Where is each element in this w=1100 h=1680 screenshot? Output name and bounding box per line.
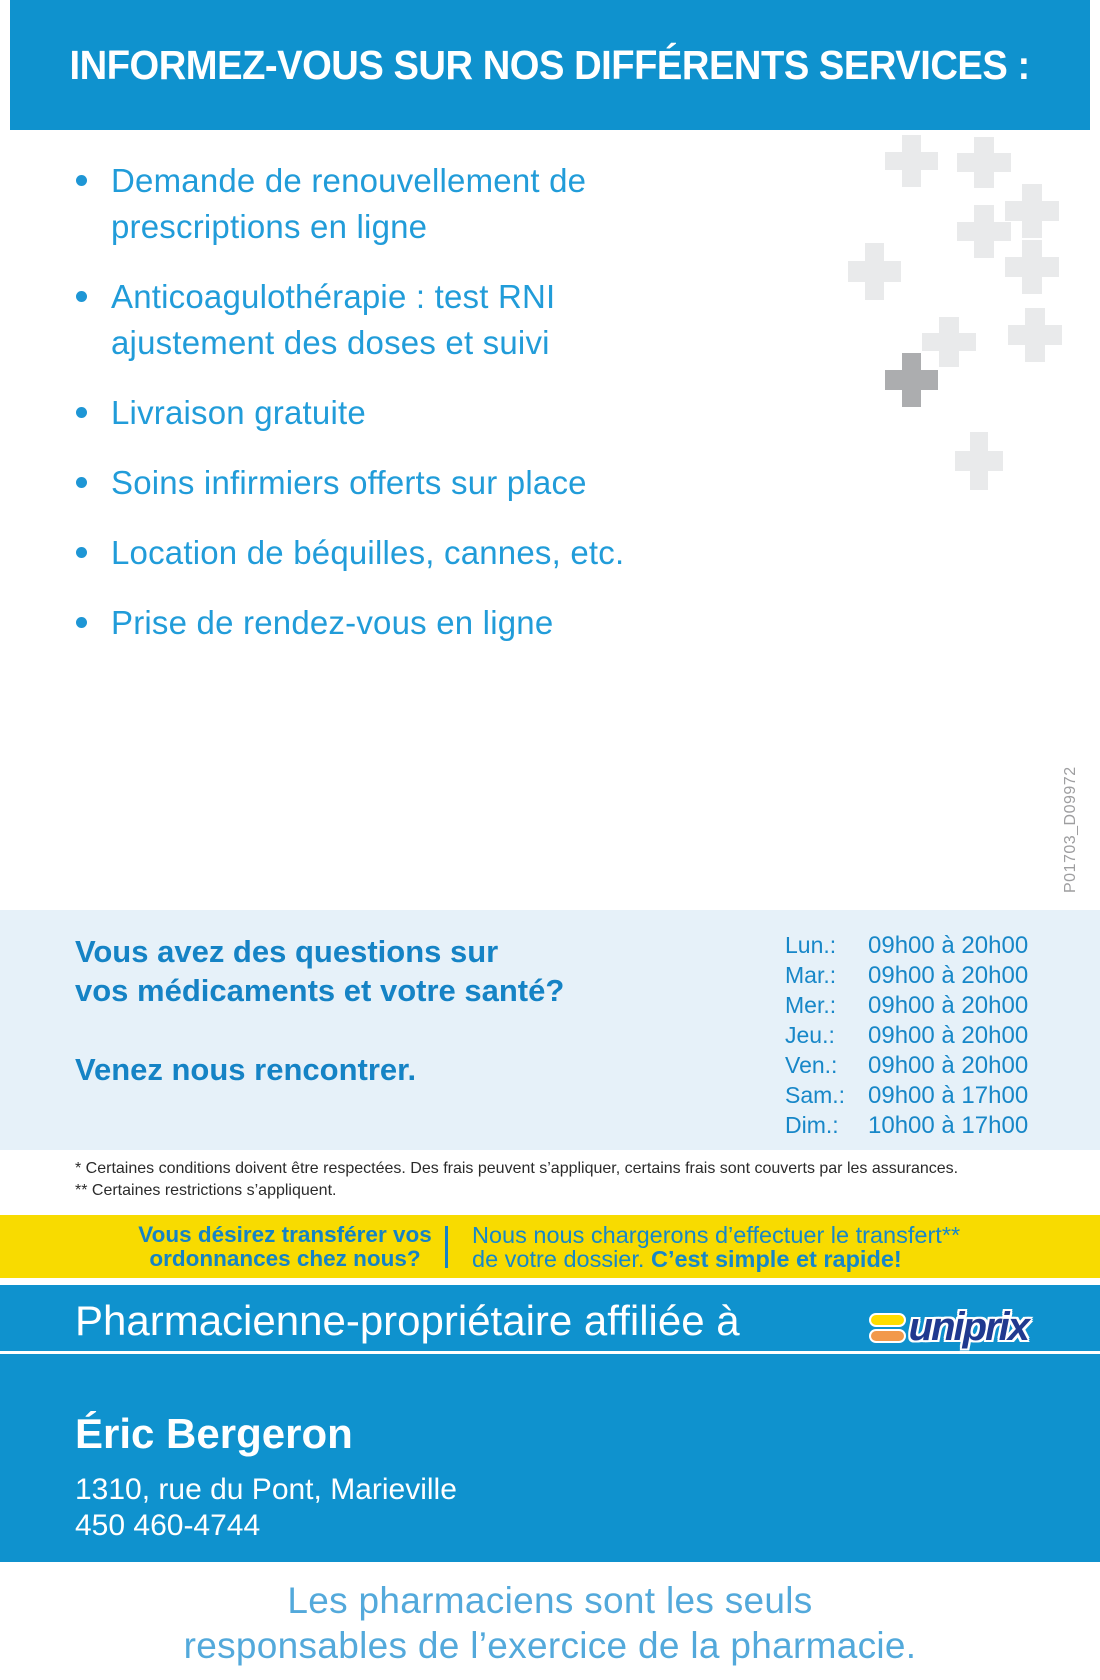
uniprix-logo-icon (869, 1312, 906, 1344)
plus-icon (955, 432, 1003, 490)
service-item: Anticoagulothérapie : test RNI ajustement des doses et suivi (73, 274, 673, 366)
hours-time: 10h00 à 17h00 (868, 1112, 1029, 1139)
opening-hours (785, 930, 1028, 1140)
transfer-question-line1: Vous désirez transférer vos (138, 1222, 432, 1247)
footnote-1: * Certaines conditions doivent être respectées. Des frais peuvent s’appliquer, certains frais sont couverts par les assurances. (75, 1160, 959, 1177)
hours-day: Dim.: (785, 1112, 839, 1138)
legal-line1: Les pharmaciens sont les seuls (287, 1580, 813, 1621)
transfer-answer (472, 1223, 960, 1271)
info-section (0, 910, 1100, 1150)
hours-row (785, 1080, 1028, 1110)
plus-icon (1008, 308, 1062, 362)
service-item: Demande de renouvellement de prescriptions en ligne (73, 158, 673, 250)
owner-address: 1310, rue du Pont, Marieville (75, 1473, 457, 1506)
plus-icon (885, 135, 938, 187)
hours-row (785, 1050, 1028, 1080)
hours-row (785, 930, 1028, 960)
hours-time: 09h00 à 20h00 (868, 962, 1029, 989)
questions-heading (75, 932, 564, 1010)
owner-phone: 450 460-4744 (75, 1509, 261, 1542)
transfer-answer-line2 (472, 1247, 960, 1271)
service-item: Prise de rendez-vous en ligne (73, 600, 673, 646)
vertical-divider (445, 1226, 448, 1268)
hours-day: Mar.: (785, 962, 837, 988)
questions-line1: Vous avez des questions sur (75, 934, 499, 969)
affiliation-label: Pharmacienne-propriétaire affiliée à (75, 1297, 740, 1344)
affiliation-band (0, 1285, 1100, 1562)
plus-icon (848, 243, 901, 300)
hours-time: 09h00 à 20h00 (868, 992, 1029, 1019)
meet-us-text: Venez nous rencontrer. (75, 1052, 417, 1087)
transfer-answer-line1: Nous nous chargerons d’effectuer le transfert** (472, 1222, 961, 1248)
questions-line2: vos médicaments et votre santé? (75, 973, 565, 1008)
hours-day: Lun.: (785, 932, 837, 958)
hours-day: Jeu.: (785, 1022, 835, 1048)
footnote-2: ** Certaines restrictions s’appliquent. (75, 1182, 337, 1199)
hours-time: 09h00 à 17h00 (868, 1082, 1029, 1109)
transfer-banner (0, 1215, 1100, 1278)
hours-day: Ven.: (785, 1052, 838, 1078)
legal-line2: responsables de l’exercice de la pharmacie. (183, 1625, 917, 1666)
hours-day: Sam.: (785, 1082, 846, 1108)
page-title: INFORMEZ-VOUS SUR NOS DIFFÉRENTS SERVICES : (69, 41, 1030, 88)
plus-icon (1005, 240, 1059, 294)
hours-row (785, 960, 1028, 990)
hours-row (785, 1020, 1028, 1050)
transfer-answer-normal: de votre dossier. (472, 1246, 651, 1272)
service-item: Soins infirmiers offerts sur place (73, 460, 673, 506)
hours-row (785, 1110, 1028, 1140)
services-list (73, 158, 713, 670)
plus-icon (957, 137, 1011, 188)
plus-icon (957, 205, 1011, 258)
hours-time: 09h00 à 20h00 (868, 932, 1029, 959)
legal-footer (0, 1578, 1100, 1668)
uniprix-wordmark: uniprix (908, 1305, 1028, 1349)
transfer-question-line2: ordonnances chez nous? (149, 1246, 421, 1271)
divider-line (0, 1351, 1100, 1354)
hours-time: 09h00 à 20h00 (868, 1022, 1029, 1049)
service-item: Location de béquilles, cannes, etc. (73, 530, 673, 576)
print-code: P01703_D09972 (1062, 766, 1079, 893)
logo-bar-orange (869, 1329, 906, 1343)
owner-block (75, 1410, 457, 1544)
header-band (10, 0, 1090, 130)
plus-icon (885, 353, 938, 407)
footnotes (75, 1158, 958, 1202)
service-item: Livraison gratuite (73, 390, 673, 436)
uniprix-logo (869, 1305, 1028, 1350)
plus-icon (1005, 184, 1059, 238)
owner-name: Éric Bergeron (75, 1410, 353, 1457)
logo-bar-yellow (869, 1313, 906, 1327)
transfer-answer-bold: C’est simple et rapide! (650, 1246, 902, 1272)
hours-row (785, 990, 1028, 1020)
transfer-question (135, 1223, 435, 1271)
hours-day: Mer.: (785, 992, 837, 1018)
hours-time: 09h00 à 20h00 (868, 1052, 1029, 1079)
